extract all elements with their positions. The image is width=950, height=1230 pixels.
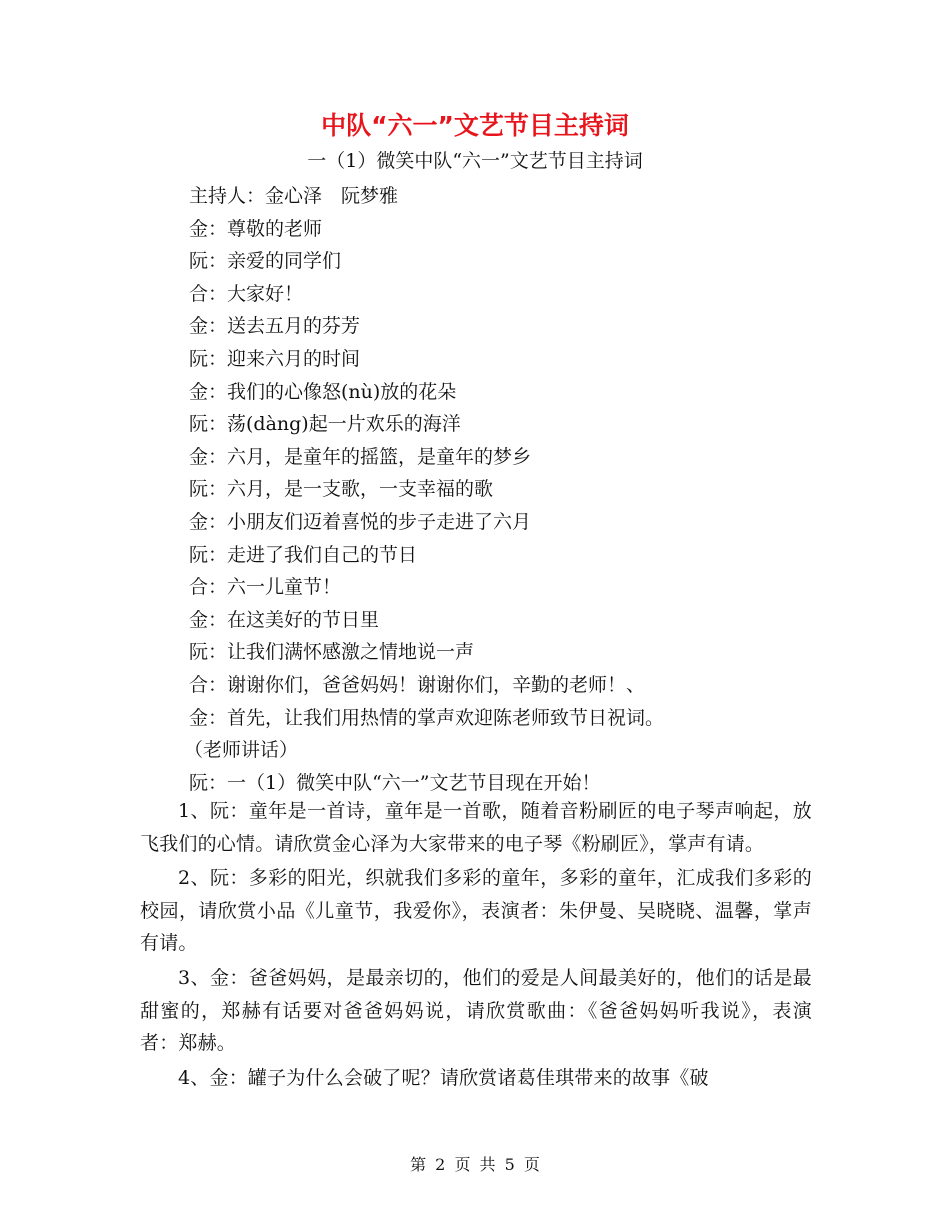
program-item: 3、金：爸爸妈妈，是最亲切的，他们的爱是人间最美好的，他们的话是最甜蜜的，郑赫有话要对爸爸妈妈说，请欣赏歌曲：《爸爸妈妈听我说》，表演者：郑赫。 [140,966,812,1055]
document-subtitle: 一（1）微笑中队“六一”文艺节目主持词 [307,150,643,172]
host-line: 主持人：金心泽 阮梦雅 [189,185,399,207]
dialogue-line: 金：小朋友们迈着喜悦的步子走进了六月 [189,510,532,533]
dialogue-line: 阮：六月，是一支歌，一支幸福的歌 [189,478,494,501]
dialogue-line: 金：六月，是童年的摇篮，是童年的梦乡 [189,445,532,468]
dialogue-line: 金：我们的心像怒(nù)放的花朵 [189,380,457,403]
dialogue-line: 阮：走进了我们自己的节日 [189,543,418,566]
document-title: 中队“六一”文艺节目主持词 [321,111,629,140]
dialogue-line: 阮：一（1）微笑中队“六一”文艺节目现在开始！ [189,771,601,794]
dialogue-line: 金：在这美好的节日里 [189,608,380,631]
dialogue-line: 合：大家好！ [189,282,304,305]
dialogue-lines [184,180,829,799]
dialogue-line: 合：谢谢你们，爸爸妈妈！谢谢你们，辛勤的老师！、 [189,673,646,696]
dialogue-line: 金：首先，让我们用热情的掌声欢迎陈老师致节日祝词。 [189,706,665,729]
stage-note: （老师讲话） [184,739,299,762]
program-item: 4、金：罐子为什么会破了呢？请欣赏诸葛佳琪带来的故事《破 [178,1066,709,1089]
dialogue-line: 阮：让我们满怀感激之情地说一声 [189,641,475,664]
dialogue-line: 阮：亲爱的同学们 [189,250,342,273]
program-item: 2、阮：多彩的阳光，织就我们多彩的童年，多彩的童年，汇成我们多彩的校园，请欣赏小品《儿童节，我爱你》，表演者：朱伊曼、吴晓晓、温馨，掌声有请。 [140,867,812,955]
dialogue-line: 金：送去五月的芬芳 [189,315,361,338]
program-paragraphs [140,795,812,1096]
program-item: 1、阮：童年是一首诗，童年是一首歌，随着音粉刷匠的电子琴声响起，放飞我们的心情。请欣赏金心泽为大家带来的电子琴《粉刷匠》，掌声有请。 [140,800,812,855]
page-footer: 第 2 页 共 5 页 [410,1155,540,1174]
dialogue-line: 阮：荡(dàng)起一片欢乐的海洋 [189,413,461,436]
dialogue-line: 合：六一儿童节！ [189,576,342,599]
dialogue-line: 阮：迎来六月的时间 [189,347,361,370]
dialogue-line: 金：尊敬的老师 [189,217,323,240]
